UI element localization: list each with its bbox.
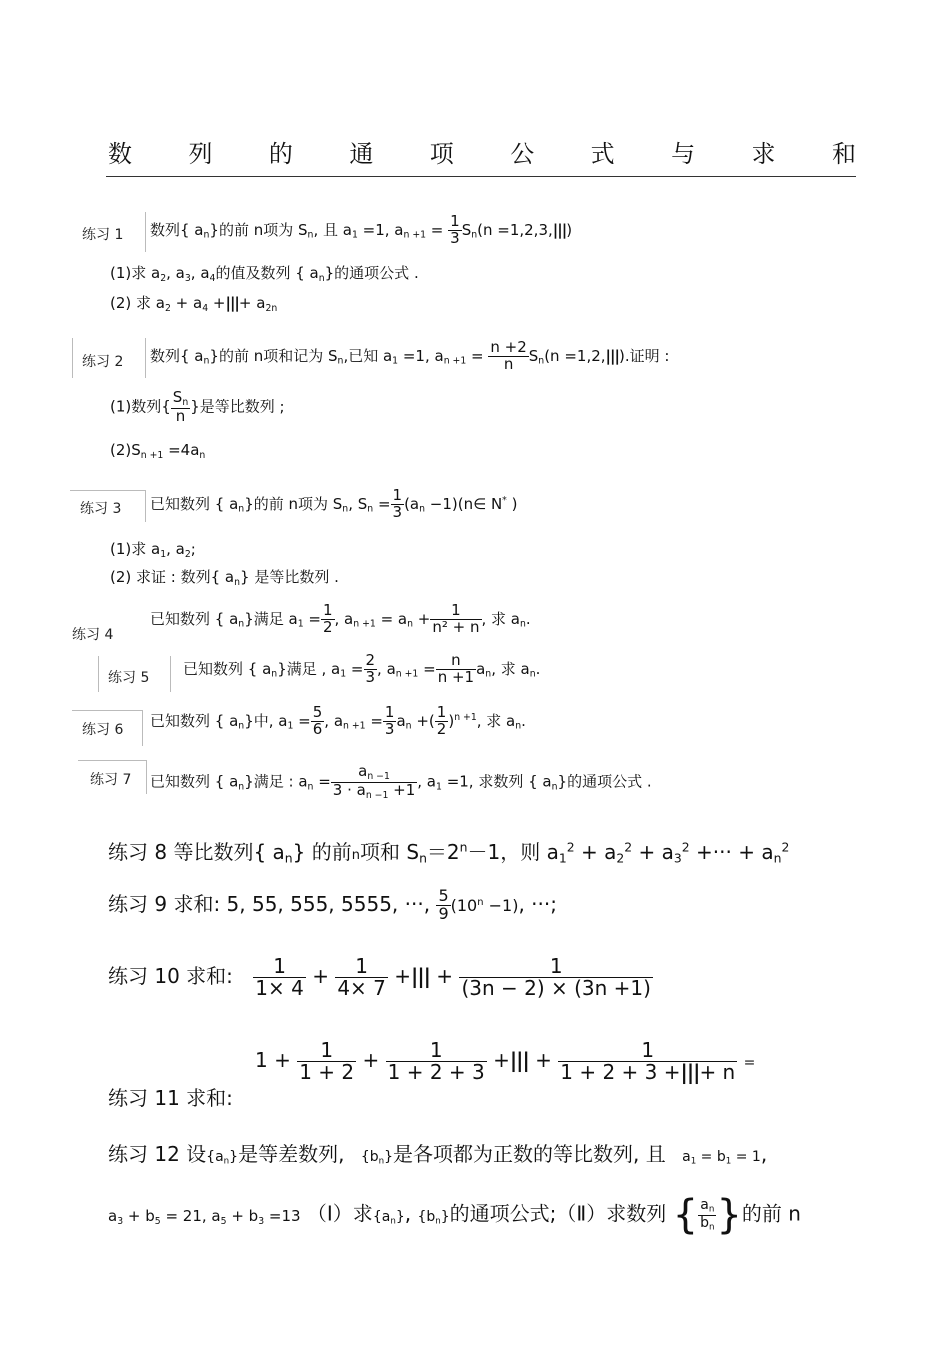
exercise-11-label: 练习 11 求和: <box>108 1086 233 1110</box>
title-char: 项 <box>429 140 454 168</box>
title-underline <box>106 176 856 177</box>
exercise-9: 练习 9 求和: 5, 55, 555, 5555, ···, $\frac{5}{9}$ $(10^n -1)$, ···; <box>108 886 557 923</box>
title-char: 列 <box>188 140 213 168</box>
exercise-11-expression: 1 + $\frac{1}{1 + 2}$ + $\frac{1}{1 + 2 + 3}$ +||| + $\frac{1}{1 + 2 + 3 +|||+ n}$ = <box>255 1038 756 1084</box>
label-divider <box>142 710 143 746</box>
exercise-12-line-2: $a_3 + b_5 = 21$, $a_5 + b_3 =13$ （Ⅰ）求$\{a_n\}$, $\{b_n\}$的通项公式;（Ⅱ）求数列 { $\frac{a_n}{b_n}$ }的前 n <box>108 1192 801 1238</box>
label-divider <box>72 338 73 378</box>
exercise-1-label: 练习 1 <box>82 227 124 243</box>
title-char: 数 <box>108 140 132 168</box>
label-divider <box>145 212 146 252</box>
label-divider <box>146 760 147 794</box>
label-divider <box>145 338 146 378</box>
title-char: 公 <box>510 140 535 168</box>
exercise-3-part-2: (2) 求证 : 数列{ $a_n$} 是等比数列 . <box>110 568 339 588</box>
title-char: 和 <box>831 140 856 168</box>
exercise-3-statement: 已知数列 { $a_n$}的前 n项为 $S_n$, $S_n$ = $\frac{1}{3}$ ($a_n$ −1)(n∈ N* ) <box>150 486 518 521</box>
exercise-5-statement: 已知数列 { $a_n$}满足 , $a_1$ = $\frac{2}{3}$ , $a_{n +1}$ = $\frac{n}{n +1}$ $a_n$, 求 $a_n$. <box>183 651 541 686</box>
exercise-7-statement: 已知数列 { $a_n$}满足 : $a_n$ = $\frac{a_{n -1}}{3 \cdot a_{n -1} +1}$ , $a_1 =1$, 求数列 { $a_n$}的通项公式 . <box>150 762 652 801</box>
title-char: 式 <box>590 140 615 168</box>
label-divider <box>78 760 146 761</box>
title-char: 与 <box>671 140 696 168</box>
exercise-1-part-2: (2) 求 $a_2 + a_4$ +|||+ $a_{2n}$ <box>110 294 278 314</box>
exercise-2-part-1: (1)数列{ $\frac{S_n}{n}$ }是等比数列 ; <box>110 388 285 425</box>
exercise-10: 练习 10 求和: $\frac{1}{1\times 4}$ + $\frac{1}{4\times 7}$ +||| + $\frac{1}{(3n - 2) \times (3n +1)}$ <box>108 954 651 1000</box>
exercise-1-statement: 数列{ $a_n$}的前 n项为 $S_n$, 且 $a_1 =1$, $a_{n +1}$ = $\frac{1}{3}$ $S_n(n =1,2,3,|||)$ <box>150 212 573 247</box>
title-char: 的 <box>268 140 293 168</box>
exercise-12-line-1: 练习 12 设$\{a_n\}$是等差数列, $\{b_n\}$是各项都为正数的等比数列, 且 $a_1 = b_1 = 1$, <box>108 1142 768 1167</box>
exercise-3-part-1: (1)求 $a_1$, $a_2$; <box>110 540 196 560</box>
label-divider <box>170 656 171 692</box>
exercise-3-label: 练习 3 <box>80 501 122 517</box>
label-divider <box>98 656 99 692</box>
exercise-7-label: 练习 7 <box>90 772 132 788</box>
exercise-2-label: 练习 2 <box>82 354 124 370</box>
exercise-6-statement: 已知数列 { $a_n$}中, $a_1$ = $\frac{5}{6}$ , $a_{n +1}$ = $\frac{1}{3}$ $a_n$ +( $\frac{1}{2}$ )$^{n +1}$, 求 $a_n$. <box>150 703 526 738</box>
label-divider <box>145 490 146 522</box>
exercise-4-statement: 已知数列 { $a_n$}满足 $a_1$ = $\frac{1}{2}$ , $a_{n +1} = a_n$ + $\frac{1}{\text{n² + n}}$ , 求 $a_n$. <box>150 601 531 636</box>
label-divider <box>70 490 145 491</box>
exercise-2-part-2: $(2)S_{n +1} =4a_n$ <box>110 441 206 461</box>
exercise-8: 练习 8 等比数列{ $a_n$} 的前n项和 $S_n=2^n-1$，则 $a_1^2 + a_2^2 + a_3^2$ +··· + $a_n^2$ <box>108 839 790 866</box>
label-divider <box>72 710 142 711</box>
exercise-5-label: 练习 5 <box>108 670 150 686</box>
exercise-2-statement: 数列{ $a_n$}的前 n项和记为 $S_n$,已知 $a_1 =1$, $a_{n +1}$ = $\frac{n +2}{n}$ $S_n(n =1,2,|||)$.证明 : <box>150 338 670 373</box>
exercise-4-label: 练习 4 <box>72 627 114 643</box>
page-title <box>108 134 856 169</box>
exercise-6-label: 练习 6 <box>82 722 124 738</box>
title-char: 通 <box>349 140 374 168</box>
title-char: 求 <box>751 140 776 168</box>
exercise-1-part-1: (1)求 $a_2$, $a_3$, $a_4$的值及数列 { $a_n$}的通项公式 . <box>110 264 419 284</box>
